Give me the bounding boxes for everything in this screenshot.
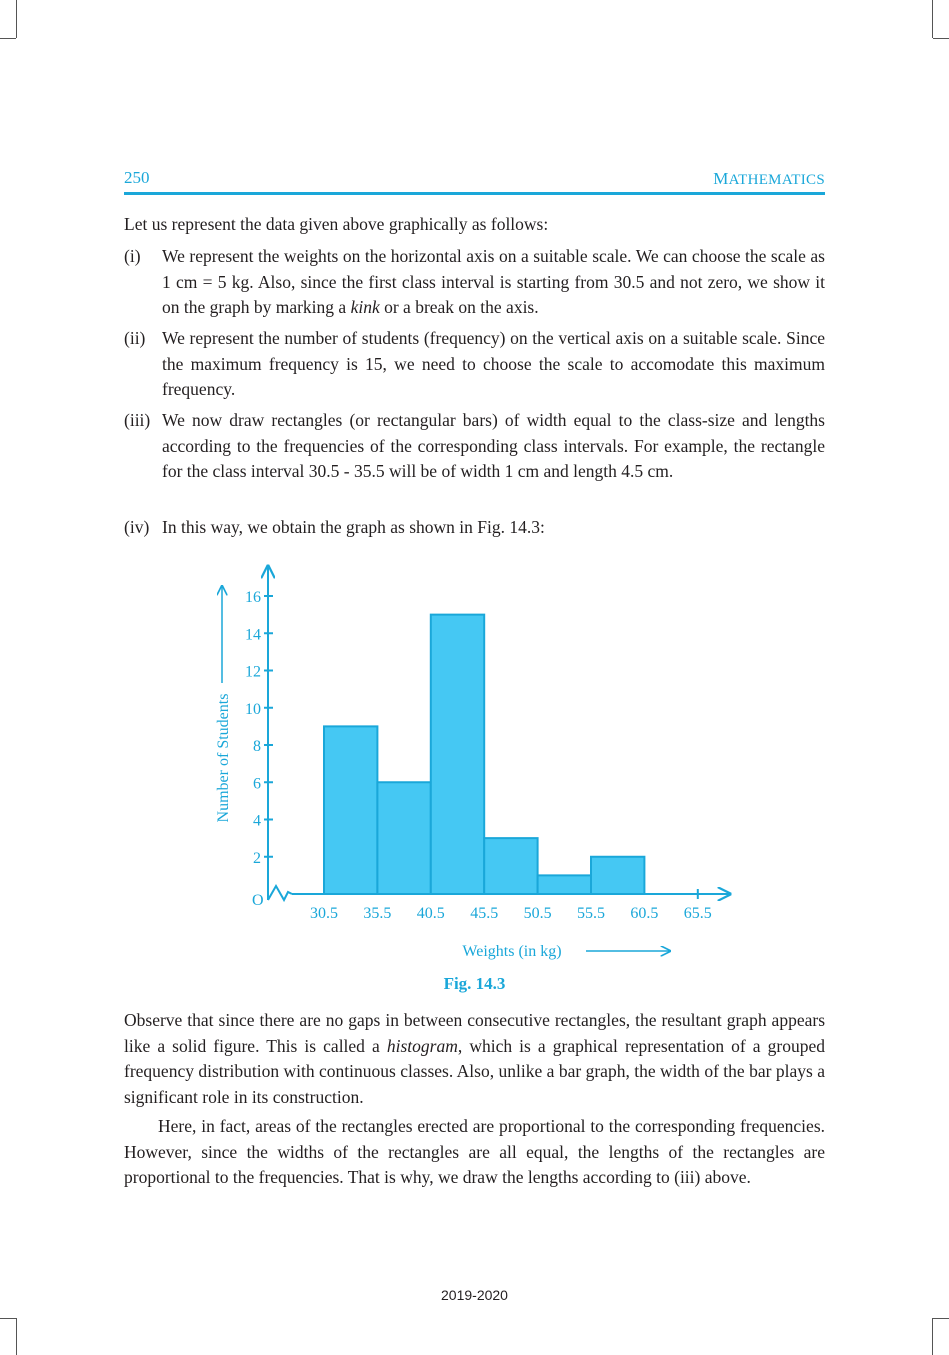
x-tick-label: 35.5 xyxy=(363,905,392,922)
y-axis-label: Number of Students xyxy=(215,693,232,823)
crop-mark xyxy=(16,1318,17,1355)
running-head xyxy=(713,169,825,189)
x-axis-label: Weights (in kg) xyxy=(462,943,562,960)
histogram-bar xyxy=(324,726,377,894)
x-tick-label: 50.5 xyxy=(523,905,552,922)
figure-caption: Fig. 14.3 xyxy=(443,974,506,993)
emphasis: kink xyxy=(350,297,380,317)
list-item-label: (iii) xyxy=(124,410,151,430)
crop-mark xyxy=(932,1318,933,1355)
y-tick-label: 4 xyxy=(253,812,261,830)
intro-paragraph: Let us represent the data given above graphically as follows: xyxy=(124,214,549,234)
list-item-label: (i) xyxy=(124,246,141,266)
x-tick-label: 55.5 xyxy=(577,905,605,922)
x-tick-label: 40.5 xyxy=(416,905,445,922)
histogram-bar xyxy=(431,615,484,894)
x-tick-label: 65.5 xyxy=(683,905,712,922)
list-item-text xyxy=(162,244,825,321)
crop-mark xyxy=(933,38,949,39)
paragraph: Here, in fact, areas of the rectangles erected are proportional to the corresponding frequencies. However, since the widths of the rectangles are all equal, the lengths of the rectangles are proportional to the frequencies. That is why, we draw the lengths according to (iii) above. xyxy=(124,1116,825,1187)
x-tick-label: 45.5 xyxy=(470,905,499,922)
y-tick-label: 12 xyxy=(245,663,261,681)
histogram-bar xyxy=(591,857,644,894)
histogram-bar xyxy=(538,875,591,894)
crop-mark xyxy=(932,0,933,38)
crop-mark xyxy=(0,38,16,39)
list-item-text: We represent the number of students (frequency) on the vertical axis on a suitable scale. Since the maximum frequency is 15, we need to choose the scale to accomodate this maximum frequency. xyxy=(162,328,825,399)
page-number: 250 xyxy=(124,168,150,187)
origin-label: O xyxy=(252,892,264,909)
histogram-figure xyxy=(200,558,750,968)
x-tick-label: 30.5 xyxy=(310,905,338,922)
crop-mark xyxy=(16,0,17,38)
histogram-bar xyxy=(484,838,537,894)
y-tick-label: 6 xyxy=(253,775,261,793)
axis-kink xyxy=(268,886,292,900)
y-tick-label: 8 xyxy=(253,738,261,755)
list-item xyxy=(124,244,825,321)
y-tick-label: 14 xyxy=(245,626,261,644)
list-item-label: (iv) xyxy=(124,517,150,537)
list-item xyxy=(124,515,825,541)
y-tick-label: 2 xyxy=(253,849,261,867)
text-run: or a break on the axis. xyxy=(379,297,539,317)
text-run: , which is a graphical representation of a grouped frequency distribution with continuous classes. Also, unlike a bar graph, the width of the bar plays a significant role in its construction. xyxy=(124,1035,826,1107)
running-head-initial: M xyxy=(713,169,729,188)
histogram-chart xyxy=(200,558,750,968)
y-tick-label: 16 xyxy=(245,589,261,606)
header-rule xyxy=(124,192,825,195)
text-run: We represent the weights on the horizontal axis on a suitable scale. We can choose the scale as 1 cm = 5 kg. Also, since the first class interval is starting from 30.5 and not zero, we show it on the graph by marking a xyxy=(162,246,825,317)
list-item-text: In this way, we obtain the graph as shown in Fig. 14.3: xyxy=(162,517,545,537)
list-item xyxy=(124,326,825,403)
list-item xyxy=(124,408,825,485)
running-head-rest: ATHEMATICS xyxy=(728,172,825,188)
footer-year: 2019-2020 xyxy=(441,1287,508,1303)
text-run: Observe that since there are no gaps in between consecutive rectangles, the resultant graph appears like a solid figure. This is called a xyxy=(124,1010,825,1056)
paragraph xyxy=(124,1008,825,1110)
list-item-text: We now draw rectangles (or rectangular bars) of width equal to the class-size and lengths according to the frequencies of the corresponding class intervals. For example, the rectangle for the class interval 30.5 - 35.5 will be of width 1 cm and length 4.5 cm. xyxy=(162,410,825,481)
histogram-bar xyxy=(377,782,430,894)
page-header xyxy=(124,168,825,192)
list-item-label: (ii) xyxy=(124,328,146,348)
crop-mark xyxy=(0,1318,16,1319)
y-tick-label: 10 xyxy=(245,700,261,718)
emphasis: histogram xyxy=(386,1035,458,1056)
x-tick-label: 60.5 xyxy=(630,905,659,922)
crop-mark xyxy=(933,1318,949,1319)
